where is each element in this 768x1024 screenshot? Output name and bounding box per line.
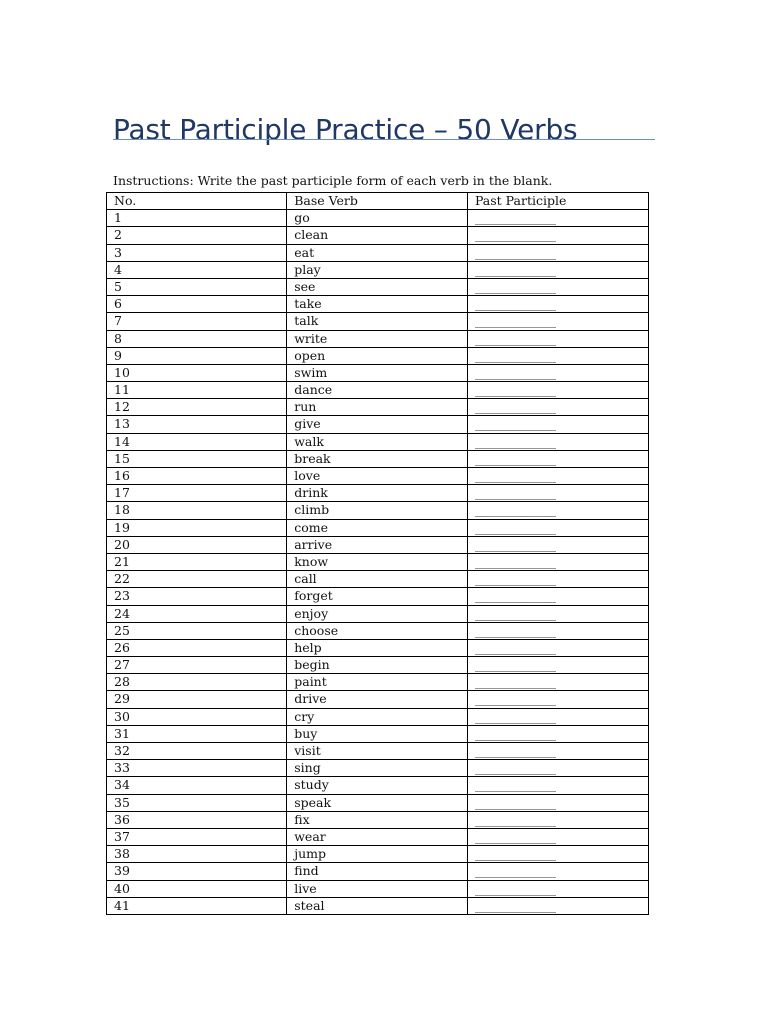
base-verb-cell: enjoy: [287, 605, 468, 622]
past-participle-blank[interactable]: [467, 725, 648, 742]
row-number: 38: [107, 846, 287, 863]
row-number: 10: [107, 364, 287, 381]
table-row: [107, 468, 649, 485]
past-participle-blank[interactable]: [467, 777, 648, 794]
past-participle-blank[interactable]: [467, 811, 648, 828]
table-row: [107, 708, 649, 725]
answer-blank-line[interactable]: ______________: [474, 897, 556, 913]
past-participle-blank[interactable]: [467, 743, 648, 760]
table-row: [107, 364, 649, 381]
row-number: 34: [107, 777, 287, 794]
row-number: 14: [107, 433, 287, 450]
base-verb-cell: forget: [287, 588, 468, 605]
past-participle-blank[interactable]: [467, 605, 648, 622]
table-row: [107, 382, 649, 399]
past-participle-blank[interactable]: [467, 897, 648, 914]
past-participle-blank[interactable]: [467, 450, 648, 467]
base-verb-cell: see: [287, 278, 468, 295]
row-number: 27: [107, 657, 287, 674]
past-participle-blank[interactable]: [467, 382, 648, 399]
answer-blank-line[interactable]: ______________: [474, 519, 556, 535]
past-participle-blank[interactable]: [467, 639, 648, 656]
base-verb-cell: open: [287, 347, 468, 364]
base-verb-cell: run: [287, 399, 468, 416]
base-verb-cell: take: [287, 296, 468, 313]
base-verb-cell: come: [287, 519, 468, 536]
past-participle-blank[interactable]: [467, 760, 648, 777]
past-participle-blank[interactable]: [467, 588, 648, 605]
base-verb-cell: help: [287, 639, 468, 656]
row-number: 12: [107, 399, 287, 416]
row-number: 30: [107, 708, 287, 725]
row-number: 37: [107, 828, 287, 845]
row-number: 19: [107, 519, 287, 536]
row-number: 21: [107, 553, 287, 570]
row-number: 25: [107, 622, 287, 639]
answer-blank-line[interactable]: ______________: [474, 760, 556, 776]
answer-blank-line[interactable]: ______________: [474, 278, 556, 294]
table-row: [107, 657, 649, 674]
base-verb-cell: clean: [287, 227, 468, 244]
table-row: [107, 502, 649, 519]
table-row: [107, 227, 649, 244]
answer-blank-line[interactable]: ______________: [474, 536, 556, 552]
row-number: 33: [107, 760, 287, 777]
table-row: [107, 846, 649, 863]
row-number: 20: [107, 536, 287, 553]
answer-blank-line[interactable]: ______________: [474, 708, 556, 724]
table-row: [107, 863, 649, 880]
past-participle-blank[interactable]: [467, 330, 648, 347]
base-verb-cell: live: [287, 880, 468, 897]
table-row: [107, 674, 649, 691]
past-participle-blank[interactable]: [467, 433, 648, 450]
table-row: [107, 244, 649, 261]
past-participle-blank[interactable]: [467, 519, 648, 536]
row-number: 29: [107, 691, 287, 708]
past-participle-blank[interactable]: [467, 347, 648, 364]
base-verb-cell: find: [287, 863, 468, 880]
table-body: [107, 210, 649, 915]
base-verb-cell: swim: [287, 364, 468, 381]
row-number: 36: [107, 811, 287, 828]
base-verb-cell: eat: [287, 244, 468, 261]
answer-blank-line[interactable]: ______________: [474, 468, 556, 483]
answer-blank-line[interactable]: ______________: [474, 622, 556, 638]
answer-blank-line[interactable]: ______________: [474, 605, 556, 621]
answer-blank-line[interactable]: ______________: [474, 588, 556, 604]
past-participle-blank[interactable]: [467, 261, 648, 278]
answer-blank-line[interactable]: ______________: [474, 261, 556, 277]
answer-blank-line[interactable]: ______________: [474, 725, 556, 741]
base-verb-cell: choose: [287, 622, 468, 639]
table-row: [107, 433, 649, 450]
answer-blank-line[interactable]: ______________: [474, 657, 556, 673]
table-row: [107, 691, 649, 708]
answer-blank-line[interactable]: ______________: [474, 794, 556, 810]
table-row: [107, 725, 649, 742]
past-participle-blank[interactable]: [467, 416, 648, 433]
past-participle-blank[interactable]: [467, 296, 648, 313]
past-participle-blank[interactable]: [467, 794, 648, 811]
row-number: 9: [107, 347, 287, 364]
row-number: 41: [107, 897, 287, 914]
past-participle-blank[interactable]: [467, 828, 648, 845]
base-verb-cell: know: [287, 553, 468, 570]
answer-blank-line[interactable]: ______________: [474, 244, 556, 260]
base-verb-cell: buy: [287, 725, 468, 742]
table-row: [107, 296, 649, 313]
table-header-row: [107, 193, 649, 210]
verb-table: [106, 192, 649, 915]
table-row: [107, 553, 649, 570]
answer-blank-line[interactable]: ______________: [474, 691, 556, 707]
row-number: 8: [107, 330, 287, 347]
past-participle-blank[interactable]: [467, 622, 648, 639]
table-row: [107, 536, 649, 553]
table-row: [107, 347, 649, 364]
header-no: No.: [107, 193, 287, 210]
base-verb-cell: talk: [287, 313, 468, 330]
answer-blank-line[interactable]: ______________: [474, 571, 556, 587]
past-participle-blank[interactable]: [467, 313, 648, 330]
past-participle-blank[interactable]: [467, 674, 648, 691]
table-row: [107, 450, 649, 467]
base-verb-cell: steal: [287, 897, 468, 914]
base-verb-cell: give: [287, 416, 468, 433]
answer-blank-line[interactable]: ______________: [474, 863, 556, 879]
table-row: [107, 416, 649, 433]
table-row: [107, 330, 649, 347]
title-divider: [113, 139, 655, 140]
answer-blank-line[interactable]: ______________: [474, 450, 556, 466]
past-participle-blank[interactable]: [467, 880, 648, 897]
past-participle-blank[interactable]: [467, 244, 648, 261]
past-participle-blank[interactable]: [467, 485, 648, 502]
past-participle-blank[interactable]: [467, 571, 648, 588]
table-row: [107, 210, 649, 227]
base-verb-cell: break: [287, 450, 468, 467]
answer-blank-line[interactable]: ______________: [474, 743, 556, 758]
answer-blank-line[interactable]: ______________: [474, 416, 556, 432]
base-verb-cell: visit: [287, 743, 468, 760]
row-number: 26: [107, 639, 287, 656]
base-verb-cell: wear: [287, 828, 468, 845]
table-row: [107, 639, 649, 656]
base-verb-cell: play: [287, 261, 468, 278]
base-verb-cell: write: [287, 330, 468, 347]
answer-blank-line[interactable]: ______________: [474, 846, 556, 862]
page-title: Past Participle Practice – 50 Verbs: [113, 112, 578, 146]
answer-blank-line[interactable]: ______________: [474, 777, 556, 793]
table-row: [107, 880, 649, 897]
base-verb-cell: study: [287, 777, 468, 794]
past-participle-blank[interactable]: [467, 657, 648, 674]
answer-blank-line[interactable]: ______________: [474, 674, 556, 690]
table-row: [107, 399, 649, 416]
answer-blank-line[interactable]: ______________: [474, 330, 556, 346]
past-participle-blank[interactable]: [467, 536, 648, 553]
base-verb-cell: begin: [287, 657, 468, 674]
table-row: [107, 828, 649, 845]
table-row: [107, 622, 649, 639]
past-participle-blank[interactable]: [467, 210, 648, 227]
row-number: 22: [107, 571, 287, 588]
answer-blank-line[interactable]: ______________: [474, 313, 556, 329]
answer-blank-line[interactable]: ______________: [474, 399, 556, 415]
header-base-verb: Base Verb: [287, 193, 468, 210]
answer-blank-line[interactable]: ______________: [474, 210, 556, 226]
row-number: 39: [107, 863, 287, 880]
row-number: 40: [107, 880, 287, 897]
row-number: 31: [107, 725, 287, 742]
table-row: [107, 588, 649, 605]
answer-blank-line[interactable]: ______________: [474, 828, 556, 844]
past-participle-blank[interactable]: [467, 553, 648, 570]
table-row: [107, 485, 649, 502]
answer-blank-line[interactable]: ______________: [474, 382, 556, 398]
base-verb-cell: love: [287, 468, 468, 485]
past-participle-blank[interactable]: [467, 364, 648, 381]
answer-blank-line[interactable]: ______________: [474, 296, 556, 312]
past-participle-blank[interactable]: [467, 399, 648, 416]
table-row: [107, 571, 649, 588]
row-number: 24: [107, 605, 287, 622]
row-number: 17: [107, 485, 287, 502]
table-row: [107, 811, 649, 828]
answer-blank-line[interactable]: ______________: [474, 811, 556, 827]
row-number: 18: [107, 502, 287, 519]
row-number: 32: [107, 743, 287, 760]
answer-blank-line[interactable]: ______________: [474, 227, 556, 243]
answer-blank-line[interactable]: ______________: [474, 347, 556, 363]
base-verb-cell: go: [287, 210, 468, 227]
base-verb-cell: climb: [287, 502, 468, 519]
header-past-participle: Past Participle: [467, 193, 648, 210]
answer-blank-line[interactable]: ______________: [474, 553, 556, 569]
table-row: [107, 519, 649, 536]
row-number: 28: [107, 674, 287, 691]
answer-blank-line[interactable]: ______________: [474, 433, 556, 449]
table-row: [107, 897, 649, 914]
row-number: 16: [107, 468, 287, 485]
row-number: 11: [107, 382, 287, 399]
row-number: 2: [107, 227, 287, 244]
answer-blank-line[interactable]: ______________: [474, 364, 556, 380]
base-verb-cell: paint: [287, 674, 468, 691]
table-row: [107, 278, 649, 295]
past-participle-blank[interactable]: [467, 691, 648, 708]
base-verb-cell: drink: [287, 485, 468, 502]
table-row: [107, 313, 649, 330]
answer-blank-line[interactable]: ______________: [474, 502, 556, 518]
base-verb-cell: fix: [287, 811, 468, 828]
row-number: 6: [107, 296, 287, 313]
table-row: [107, 605, 649, 622]
instructions-text: Instructions: Write the past participle form of each verb in the blank.: [113, 172, 553, 188]
row-number: 13: [107, 416, 287, 433]
base-verb-cell: walk: [287, 433, 468, 450]
base-verb-cell: speak: [287, 794, 468, 811]
row-number: 5: [107, 278, 287, 295]
row-number: 1: [107, 210, 287, 227]
past-participle-blank[interactable]: [467, 708, 648, 725]
row-number: 15: [107, 450, 287, 467]
table-row: [107, 777, 649, 794]
past-participle-blank[interactable]: [467, 278, 648, 295]
past-participle-blank[interactable]: [467, 863, 648, 880]
base-verb-cell: sing: [287, 760, 468, 777]
table-row: [107, 261, 649, 278]
answer-blank-line[interactable]: ______________: [474, 485, 556, 501]
table-row: [107, 794, 649, 811]
past-participle-blank[interactable]: [467, 227, 648, 244]
base-verb-cell: dance: [287, 382, 468, 399]
table-row: [107, 743, 649, 760]
row-number: 4: [107, 261, 287, 278]
row-number: 3: [107, 244, 287, 261]
past-participle-blank[interactable]: [467, 846, 648, 863]
row-number: 35: [107, 794, 287, 811]
base-verb-cell: cry: [287, 708, 468, 725]
table-row: [107, 760, 649, 777]
past-participle-blank[interactable]: [467, 502, 648, 519]
answer-blank-line[interactable]: ______________: [474, 639, 556, 655]
row-number: 7: [107, 313, 287, 330]
base-verb-cell: jump: [287, 846, 468, 863]
base-verb-cell: arrive: [287, 536, 468, 553]
answer-blank-line[interactable]: ______________: [474, 880, 556, 896]
past-participle-blank[interactable]: [467, 468, 648, 485]
row-number: 23: [107, 588, 287, 605]
base-verb-cell: call: [287, 571, 468, 588]
base-verb-cell: drive: [287, 691, 468, 708]
